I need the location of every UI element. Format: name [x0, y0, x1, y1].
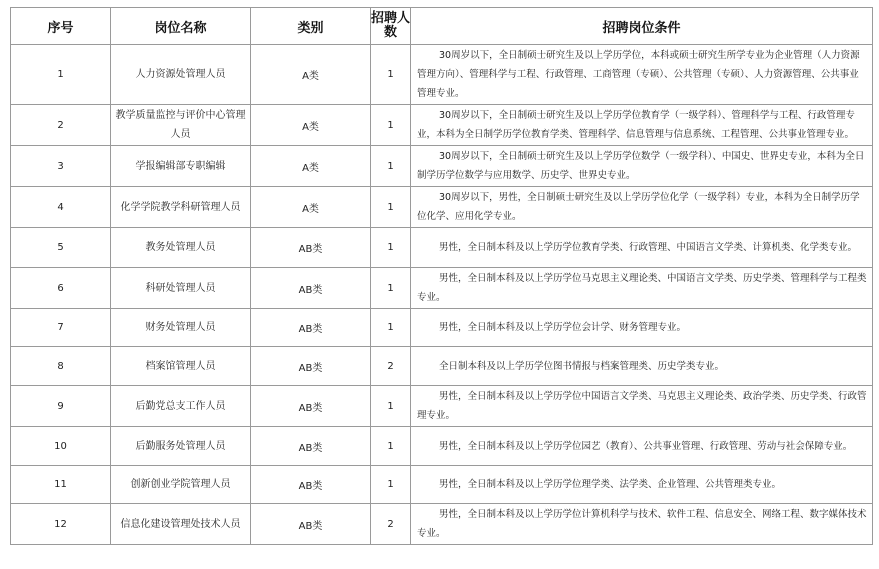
- row-requirements: [411, 309, 873, 347]
- table-row: [11, 347, 873, 386]
- row-index: 2: [11, 105, 111, 146]
- row-requirements: [411, 347, 873, 386]
- row-category: AB类: [251, 427, 371, 466]
- table-row: [11, 309, 873, 347]
- header-count: 招聘人数: [371, 8, 411, 45]
- row-category: AB类: [251, 309, 371, 347]
- row-index: 6: [11, 268, 111, 309]
- row-count: 1: [371, 466, 411, 504]
- row-requirements: [411, 466, 873, 504]
- row-index: 8: [11, 347, 111, 386]
- row-requirements: [411, 105, 873, 146]
- row-category: AB类: [251, 228, 371, 268]
- row-requirements: [411, 187, 873, 228]
- row-requirements: [411, 427, 873, 466]
- requirements-text: 30周岁以下，全日制硕士研究生及以上学历学位数学（一级学科）、中国史、世界史专业，本科为全日制学历学位数学与应用数学、历史学、世界史专业。: [417, 151, 865, 181]
- requirements-text: 男性，全日制本科及以上学历学位中国语言文学类、马克思主义理论类、政治学类、历史学类、行政管理专业。: [417, 391, 867, 421]
- row-index: 5: [11, 228, 111, 268]
- row-category: AB类: [251, 466, 371, 504]
- row-index: 11: [11, 466, 111, 504]
- table-row: [11, 466, 873, 504]
- row-count: 2: [371, 504, 411, 545]
- row-requirements: [411, 45, 873, 105]
- row-count: 1: [371, 386, 411, 427]
- row-requirements: [411, 386, 873, 427]
- row-category: A类: [251, 45, 371, 105]
- requirements-text: 男性，全日制本科及以上学历学位计算机科学与技术、软件工程、信息安全、网络工程、数字媒体技术专业。: [417, 509, 867, 539]
- row-position: 教务处管理人员: [111, 228, 251, 268]
- row-position: 化学学院教学科研管理人员: [111, 187, 251, 228]
- row-position: 科研处管理人员: [111, 268, 251, 309]
- row-position: 人力资源处管理人员: [111, 45, 251, 105]
- table-row: [11, 146, 873, 187]
- table-row: [11, 386, 873, 427]
- row-index: 3: [11, 146, 111, 187]
- requirements-text: 全日制本科及以上学历学位图书情报与档案管理类、历史学类专业。: [439, 360, 725, 372]
- table-header-row: [11, 8, 873, 45]
- row-count: 1: [371, 228, 411, 268]
- row-category: AB类: [251, 347, 371, 386]
- row-category: AB类: [251, 386, 371, 427]
- requirements-text: 男性，全日制本科及以上学历学位会计学、财务管理专业。: [439, 322, 687, 333]
- requirements-text: 男性，全日制本科及以上学历学位园艺（教育）、公共事业管理、行政管理、劳动与社会保障专业。: [439, 440, 853, 452]
- header-position: 岗位名称: [111, 8, 251, 45]
- table-row: [11, 228, 873, 268]
- table-row: [11, 45, 873, 105]
- row-position: 档案馆管理人员: [111, 347, 251, 386]
- row-position: 学报编辑部专职编辑: [111, 146, 251, 187]
- table-row: [11, 268, 873, 309]
- requirements-text: 男性，全日制本科及以上学历学位教育学类、行政管理、中国语言文学类、计算机类、化学类专业。: [439, 242, 858, 253]
- row-index: 4: [11, 187, 111, 228]
- requirements-text: 30周岁以下，全日制硕士研究生及以上学历学位，本科或硕士研究生所学专业为企业管理（人力资源管理方向）、管理科学与工程、行政管理、工商管理（专硕）、公共管理（专硕）、人力资源管理、公共事业管理专业。: [417, 50, 860, 99]
- row-category: A类: [251, 187, 371, 228]
- row-count: 1: [371, 45, 411, 105]
- table-row: [11, 427, 873, 466]
- row-category: AB类: [251, 268, 371, 309]
- row-requirements: [411, 146, 873, 187]
- requirements-text: 30周岁以下，全日制硕士研究生及以上学历学位教育学（一级学科）、管理科学与工程、行政管理专业，本科为全日制学历学位教育学类、管理科学、信息管理与信息系统、工程管理、公共事业管理专业。: [417, 110, 855, 140]
- row-count: 1: [371, 427, 411, 466]
- table-row: [11, 504, 873, 545]
- row-position: 信息化建设管理处技术人员: [111, 504, 251, 545]
- row-position: 后勤党总支工作人员: [111, 386, 251, 427]
- row-position: 财务处管理人员: [111, 309, 251, 347]
- table-row: [11, 105, 873, 146]
- row-count: 1: [371, 146, 411, 187]
- row-requirements: [411, 504, 873, 545]
- row-category: AB类: [251, 504, 371, 545]
- table-row: [11, 187, 873, 228]
- row-index: 10: [11, 427, 111, 466]
- row-index: 1: [11, 45, 111, 105]
- row-position: 教学质量监控与评价中心管理人员: [111, 105, 251, 146]
- header-category: 类别: [251, 8, 371, 45]
- row-index: 7: [11, 309, 111, 347]
- row-requirements: [411, 228, 873, 268]
- header-index: 序号: [11, 8, 111, 45]
- requirements-text: 30周岁以下，男性，全日制硕士研究生及以上学历学位化学（一级学科）专业，本科为全日制学历学位化学、应用化学专业。: [417, 192, 860, 222]
- row-count: 1: [371, 105, 411, 146]
- row-requirements: [411, 268, 873, 309]
- recruitment-table: [10, 7, 873, 545]
- row-count: 1: [371, 309, 411, 347]
- row-count: 1: [371, 268, 411, 309]
- row-index: 12: [11, 504, 111, 545]
- row-count: 1: [371, 187, 411, 228]
- header-requirements: 招聘岗位条件: [411, 8, 873, 45]
- row-index: 9: [11, 386, 111, 427]
- row-category: A类: [251, 105, 371, 146]
- row-count: 2: [371, 347, 411, 386]
- requirements-text: 男性，全日制本科及以上学历学位理学类、法学类、企业管理、公共管理类专业。: [439, 479, 782, 490]
- row-category: A类: [251, 146, 371, 187]
- requirements-text: 男性，全日制本科及以上学历学位马克思主义理论类、中国语言文学类、历史学类、管理科学与工程类专业。: [417, 273, 867, 303]
- row-position: 创新创业学院管理人员: [111, 466, 251, 504]
- row-position: 后勤服务处管理人员: [111, 427, 251, 466]
